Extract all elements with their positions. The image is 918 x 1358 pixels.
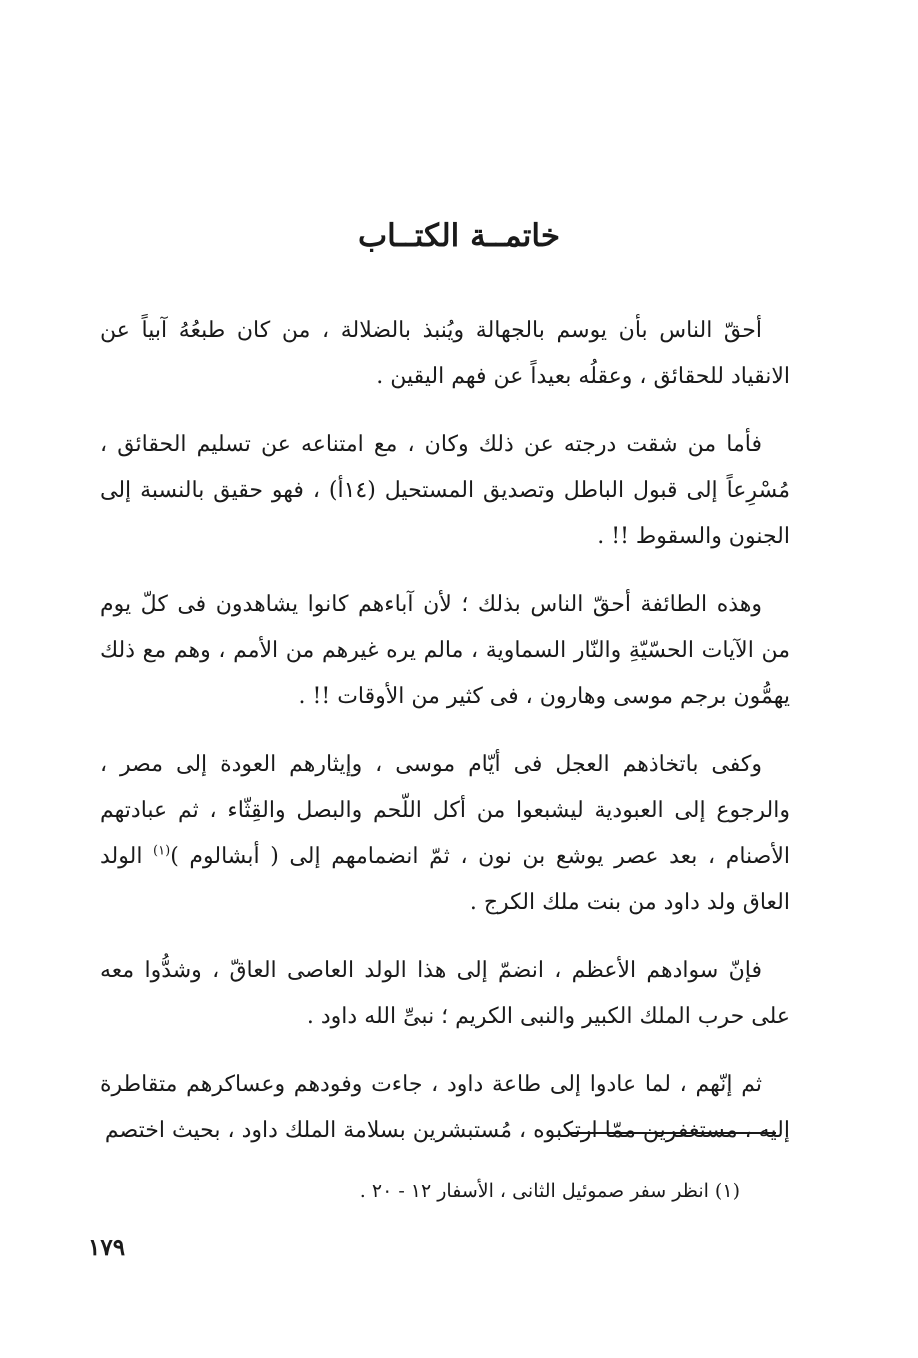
paragraph bbox=[100, 582, 790, 720]
paragraph-text: وهذه الطائفة أحقّ الناس بذلك ؛ لأن آباءهم كانوا يشاهدون فى كلّ يوم من الآيات الحسّيّةِ والنّار السماوية ، مالم يره غيرهم من الأمم ، وهم مع ذلك يهمُّون برجم موسى وهارون ، فى كثير من الأوقات !! . bbox=[100, 592, 790, 709]
page-number: ١٧٩ bbox=[88, 1234, 126, 1261]
paragraph-text: أحقّ الناس بأن يوسم بالجهالة ويُنبذ بالضلالة ، من كان طبعُهُ آبياً عن الانقياد للحقائق ، وعقلُه بعيداً عن فهم اليقين . bbox=[100, 318, 790, 389]
paragraph bbox=[100, 422, 790, 560]
paragraph bbox=[100, 948, 790, 1040]
footnote: (١) انظر سفر صموئيل الثانى ، الأسفار ١٢ - ٢٠ . bbox=[359, 1180, 740, 1202]
footnote-marker[interactable]: (١) bbox=[153, 843, 171, 859]
paragraph-text-continued: الولد العاق ولد داود من بنت ملك الكرج . bbox=[100, 844, 790, 915]
paragraph-text: وكفى باتخاذهم العجل فى أيّام موسى ، وإيثارهم العودة إلى مصر ، والرجوع إلى العبودية ليشبعوا من أكل اللّحم والبصل والقِثّاء ، ثم عبادتهم الأصنام ، بعد عصر يوشع بن نون ، ثمّ انضمامهم إلى ( أبشالوم ) bbox=[100, 752, 790, 869]
paragraph bbox=[100, 308, 790, 400]
body-text bbox=[100, 308, 790, 1176]
paragraph bbox=[100, 742, 790, 926]
paragraph-text: ثم إنّهم ، لما عادوا إلى طاعة داود ، جاءت وفودهم وعساكرهم متقاطرة إليه ، مستغفرين ممّا ارتكبوه ، مُستبشرين بسلامة الملك داود ، بحيث اختصم bbox=[100, 1072, 790, 1143]
footnote-divider bbox=[568, 1132, 776, 1134]
chapter-title: خاتمــة الكتــاب bbox=[357, 218, 561, 254]
paragraph-text: فإنّ سوادهم الأعظم ، انضمّ إلى هذا الولد العاصى العاقّ ، وشدُّوا معه على حرب الملك الكبير والنبى الكريم ؛ نبىِّ الله داود . bbox=[100, 958, 790, 1029]
paragraph-text: فأما من شقت درجته عن ذلك وكان ، مع امتناعه عن تسليم الحقائق ، مُسْرِعاً إلى قبول الباطل وتصديق المستحيل (١٤أ) ، فهو حقيق بالنسبة إلى الجنون والسقوط !! . bbox=[100, 432, 790, 549]
paragraph bbox=[100, 1062, 790, 1154]
